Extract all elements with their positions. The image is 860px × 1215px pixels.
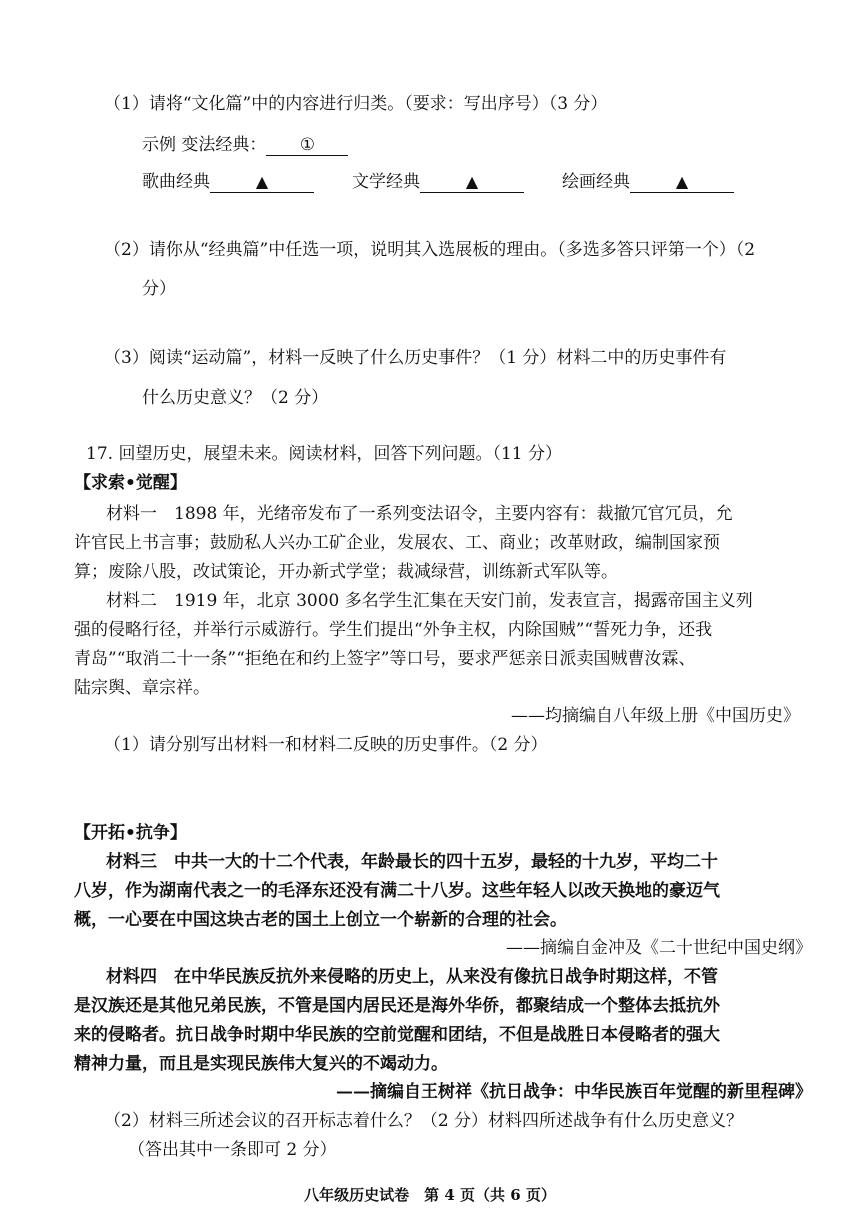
material4-line4: 精神力量，而且是实现民族伟大复兴的不竭动力。 — [74, 1054, 448, 1074]
example-answer: ① — [266, 136, 348, 156]
material1-line3: 算；废除八股，改试策论，开办新式学堂；裁减绿营，训练新式军队等。 — [74, 562, 618, 582]
q16-part3-line1: （3）阅读“运动篇”，材料一反映了什么历史事件？（1 分）材料二中的历史事件有 — [104, 348, 727, 368]
material2-line1: 材料二 1919 年，北京 3000 多名学生汇集在天安门前，发表宣言，揭露帝国主义列 — [106, 591, 753, 611]
q16-part1: （1）请将“文化篇”中的内容进行归类。（要求：写出序号）（3 分） — [104, 94, 608, 114]
literature-answer-blank[interactable] — [420, 173, 524, 193]
q17-part2-line2: （答出其中一条即可 2 分） — [128, 1140, 337, 1160]
material2-line2: 强的侵略行径，并举行示威游行。学生们提出“外争主权，内除国贼”“誓死力争，还我 — [74, 620, 713, 640]
material4-line3: 来的侵略者。抗日战争时期中华民族的空前觉醒和团结，不但是战胜日本侵略者的强大 — [74, 1025, 720, 1045]
source-citation-1: ——均摘编自八年级上册《中国历史》 — [511, 706, 800, 726]
songs-answer-blank[interactable] — [210, 173, 314, 193]
literature-label: 文学经典 — [352, 172, 420, 192]
triangle-marker-icon: ▲ — [255, 172, 269, 191]
painting-label: 绘画经典 — [562, 172, 630, 192]
q17-part2-line1: （2）材料三所述会议的召开标志着什么？（2 分）材料四所述战争有什么历史意义？ — [104, 1111, 744, 1131]
q16-part3-line2: 什么历史意义？（2 分） — [142, 388, 329, 408]
material3-line2: 八岁，作为湖南代表之一的毛泽东还没有满二十八岁。这些年轻人以改天换地的豪迈气 — [74, 881, 720, 901]
example-label: 示例 变法经典： — [142, 135, 267, 155]
material1-line1: 材料一 1898 年，光绪帝发布了一系列变法诏令，主要内容有：裁撤冗官冗员，允 — [106, 504, 733, 524]
material1-line2: 许官民上书言事；鼓励私人兴办工矿企业，发展农、工、商业；改革财政，编制国家预 — [74, 533, 720, 553]
q16-part2-line2: 分） — [142, 279, 176, 299]
source-citation-3: ——摘编自金冲及《二十世纪中国史纲》 — [506, 938, 812, 958]
q17-part1: （1）请分别写出材料一和材料二反映的历史事件。（2 分） — [104, 735, 548, 755]
page-footer: 八年级历史试卷 第 4 页（共 6 页） — [304, 1186, 556, 1204]
material2-line4: 陆宗舆、章宗祥。 — [74, 678, 210, 698]
source-citation-4: ——摘编自王树祥《抗日战争：中华民族百年觉醒的新里程碑》 — [336, 1082, 812, 1102]
triangle-marker-icon: ▲ — [465, 172, 479, 191]
triangle-marker-icon: ▲ — [675, 172, 689, 191]
q17-title: 17. 回望历史，展望未来。阅读材料，回答下列问题。（11 分） — [86, 444, 562, 464]
painting-answer-blank[interactable] — [630, 173, 734, 193]
material3-line1: 材料三 中共一大的十二个代表，年龄最长的四十五岁，最轻的十九岁，平均二十 — [106, 852, 718, 872]
songs-label: 歌曲经典 — [142, 172, 210, 192]
section-heading-struggle: 【开拓•抗争】 — [74, 823, 187, 843]
material3-line3: 概，一心要在中国这块古老的国土上创立一个崭新的合理的社会。 — [74, 910, 567, 930]
material4-line1: 材料四 在中华民族反抗外来侵略的历史上，从来没有像抗日战争时期这样，不管 — [106, 967, 718, 987]
section-heading-awakening: 【求索•觉醒】 — [74, 473, 187, 493]
q16-part2-line1: （2）请你从“经典篇”中任选一项，说明其入选展板的理由。（多选多答只评第一个）（2 — [104, 240, 756, 260]
material2-line3: 青岛”“取消二十一条”“拒绝在和约上签字”等口号，要求严惩亲日派卖国贼曹汝霖、 — [74, 649, 696, 669]
q16-blanks-row — [142, 172, 734, 193]
material4-line2: 是汉族还是其他兄弟民族，不管是国内居民还是海外华侨，都聚结成一个整体去抵抗外 — [74, 996, 720, 1016]
q16-example-row — [142, 135, 348, 156]
